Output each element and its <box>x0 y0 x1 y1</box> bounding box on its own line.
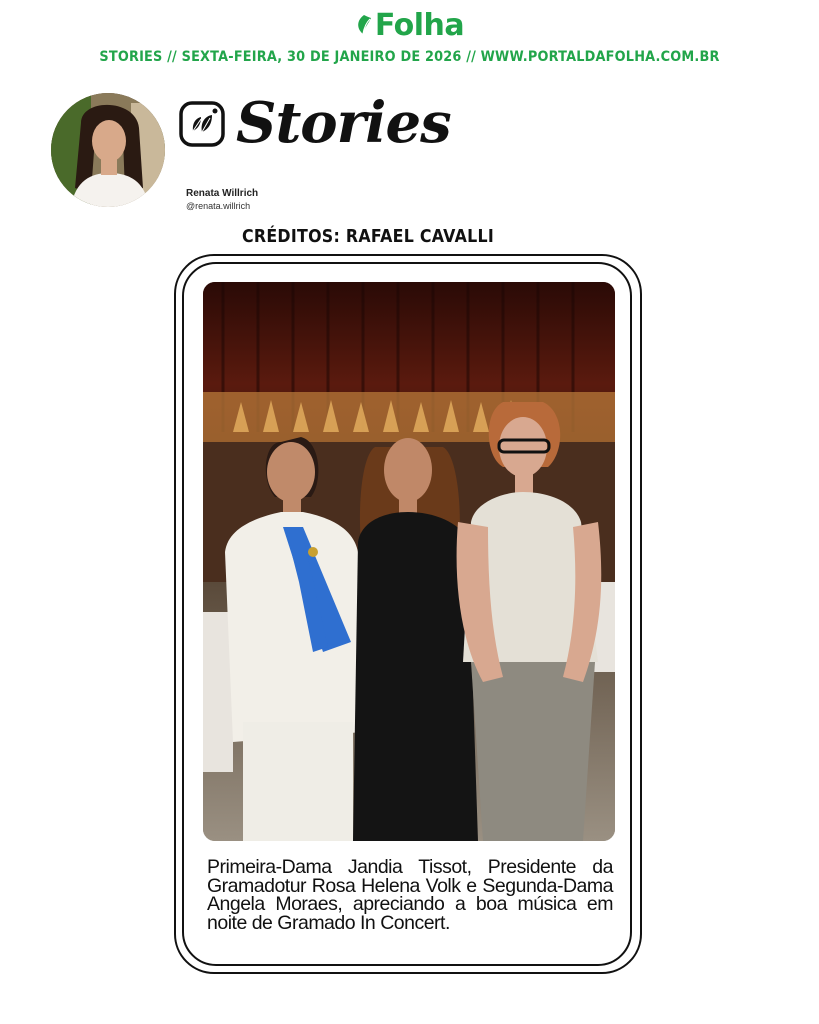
author-avatar <box>51 93 165 207</box>
event-photo <box>203 282 615 841</box>
instagram-leaf-icon <box>179 101 225 152</box>
photo-caption: Primeira-Dama Jandia Tissot, Presidente da Gramadotur Rosa Helena Volk e Segunda-Dama Angela Moraes, apreciando a boa música em noite de Gramado In Concert. <box>207 856 613 934</box>
logo-text: Folha <box>374 8 465 43</box>
author-handle: @renata.willrich <box>186 201 251 211</box>
photo-credits: CRÉDITOS: RAFAEL CAVALLI <box>242 226 495 247</box>
author-name: Renata Willrich <box>186 188 259 199</box>
column-title: Stories <box>236 90 451 156</box>
leaf-icon <box>355 9 373 45</box>
folha-logo <box>0 8 819 45</box>
dateline: STORIES // SEXTA-FEIRA, 30 DE JANEIRO DE 2026 // WWW.PORTALDAFOLHA.COM.BR <box>99 49 720 65</box>
